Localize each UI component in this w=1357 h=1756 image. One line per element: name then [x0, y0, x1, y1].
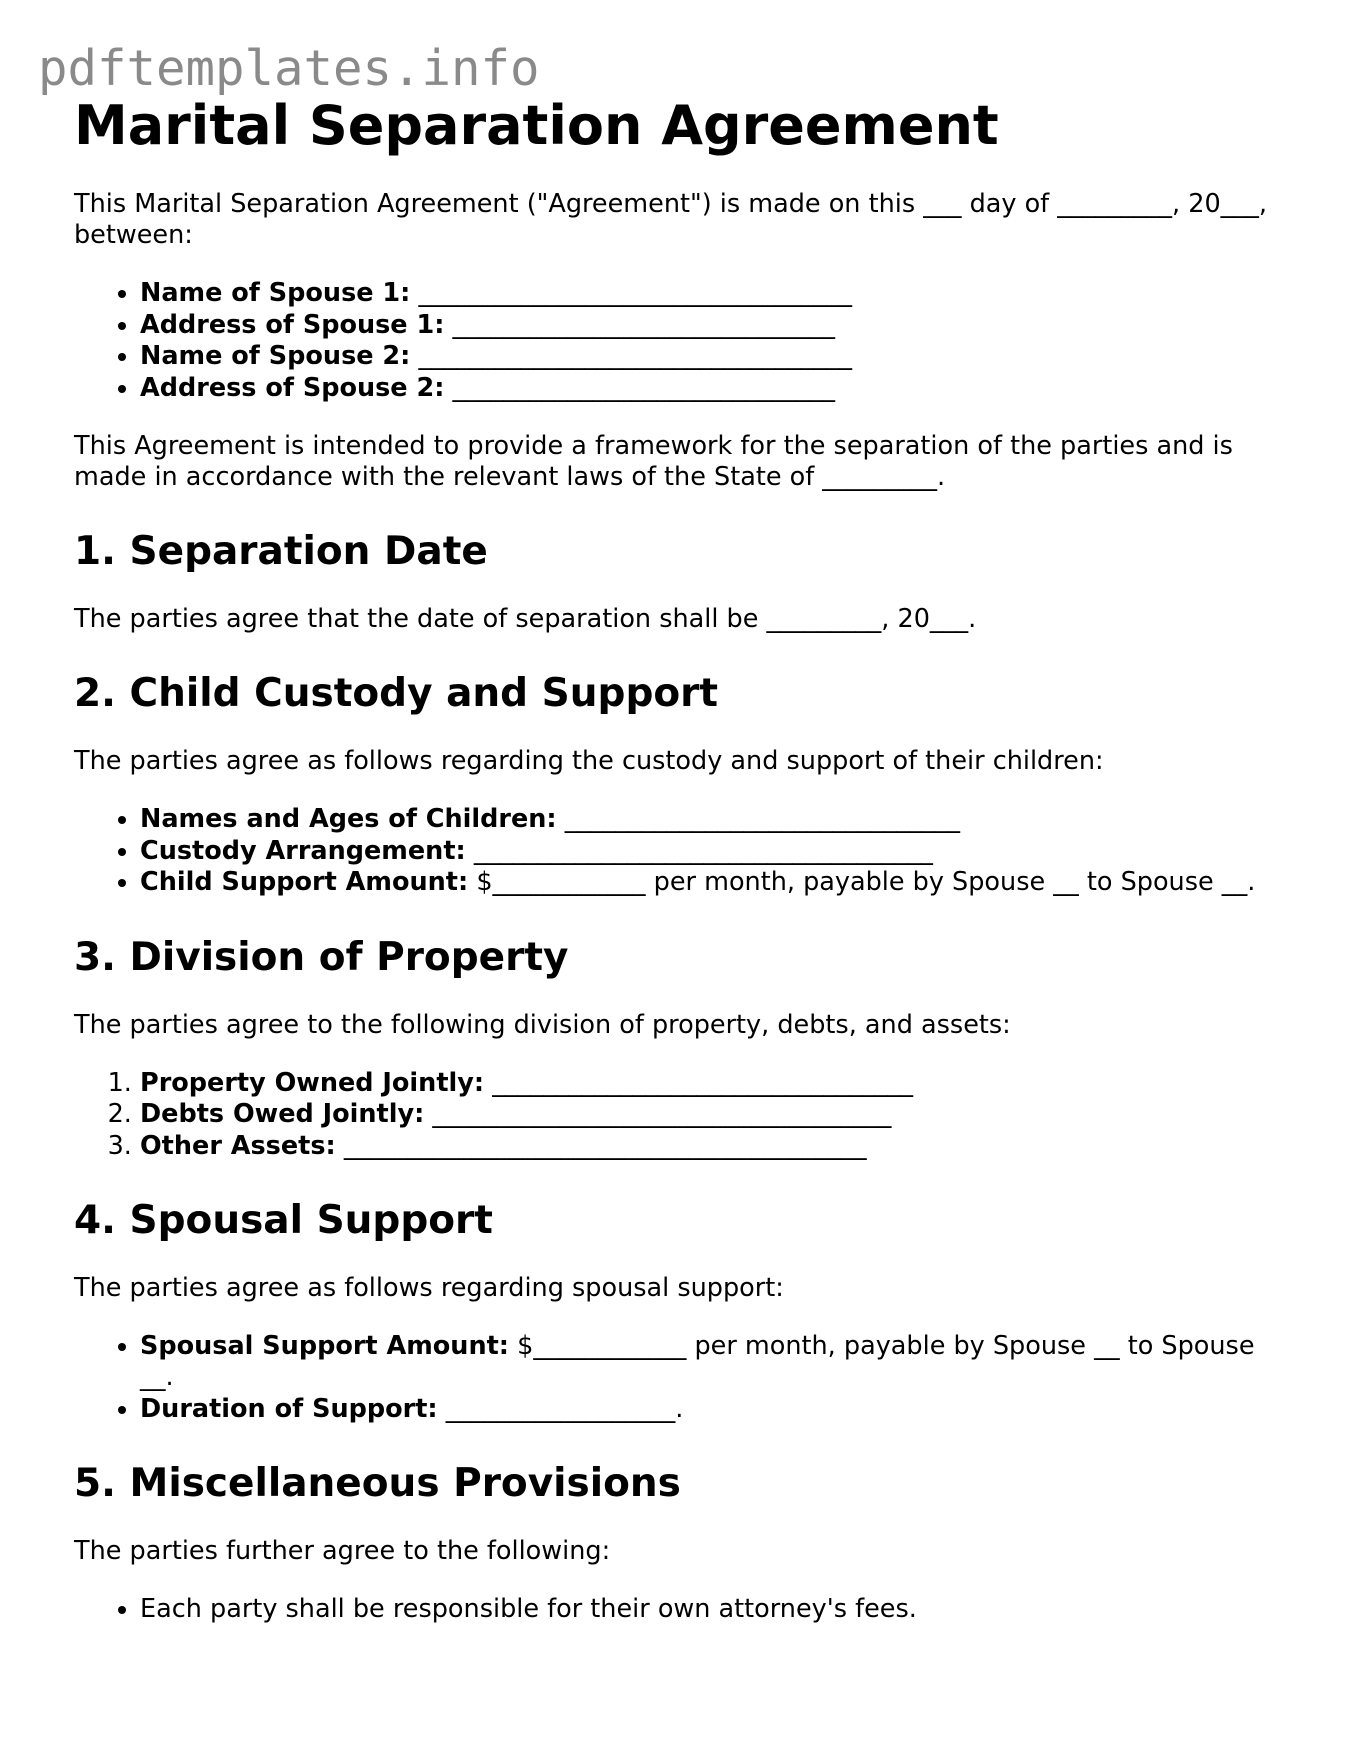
list-item [140, 1331, 1294, 1394]
blank-field: ____________________________________ [432, 1099, 892, 1130]
section-text: The parties further agree to the following: [74, 1536, 611, 1567]
list-item [140, 1099, 1294, 1131]
blank-field: $____________ per month, payable by Spouse __ to Spouse __. [140, 1330, 1255, 1393]
document-body [74, 96, 1294, 1653]
list-item [140, 373, 1294, 405]
list-item [140, 1068, 1294, 1100]
blank-field: _________________________________________ [343, 1130, 867, 1161]
section-heading: 4. Spousal Support [74, 1198, 493, 1244]
blank-field: _________________________________ [492, 1067, 913, 1098]
list-item [140, 804, 1294, 836]
document-title: Marital Separation Agreement [74, 94, 999, 157]
list-item [140, 1131, 1294, 1163]
list-item [140, 836, 1294, 868]
section-heading: 3. Division of Property [74, 934, 569, 980]
field-label: Debts Owed Jointly: [140, 1099, 425, 1130]
field-label: Property Owned Jointly: [140, 1067, 485, 1098]
framework-paragraph: This Agreement is intended to provide a framework for the separation of the parties and is made in accordance with the relevant laws of the State of _________. [74, 431, 1233, 493]
section-text: The parties agree as follows regarding the custody and support of their children: [74, 746, 1104, 777]
section-text: The parties agree that the date of separation shall be _________, 20___. [74, 604, 977, 635]
property-list [74, 1068, 1294, 1163]
list-item [140, 867, 1294, 899]
parties-list [74, 278, 1294, 404]
section-heading: 2. Child Custody and Support [74, 671, 719, 717]
intro-paragraph: This Marital Separation Agreement ("Agreement") is made on this ___ day of _________, 20___, between: [74, 189, 1268, 251]
field-label: Address of Spouse 1: [140, 309, 445, 340]
list-item [140, 341, 1294, 373]
field-label: Names and Ages of Children: [140, 804, 557, 835]
field-label: Child Support Amount: [140, 867, 469, 898]
field-label: Other Assets: [140, 1130, 336, 1161]
blank-field: ____________________________________ [473, 835, 933, 866]
field-label: Spousal Support Amount: [140, 1330, 510, 1361]
field-label: Name of Spouse 1: [140, 278, 411, 309]
child-custody-list [74, 804, 1294, 899]
list-item [140, 278, 1294, 310]
section-text: The parties agree to the following division of property, debts, and assets: [74, 1009, 1011, 1040]
blank-field: __________________. [445, 1393, 684, 1424]
blank-field: __________________________________ [418, 278, 852, 309]
watermark: pdftemplates.info [38, 40, 540, 97]
misc-provisions-list [74, 1594, 1294, 1626]
field-label: Duration of Support: [140, 1393, 438, 1424]
blank-field: $____________ per month, payable by Spouse __ to Spouse __. [476, 867, 1256, 898]
list-item [140, 310, 1294, 342]
field-label: Address of Spouse 2: [140, 372, 445, 403]
list-item: • Each party shall be responsible for their own attorney's fees. [140, 1594, 1294, 1626]
blank-field: _______________________________ [564, 804, 960, 835]
blank-field: ______________________________ [452, 372, 836, 403]
blank-field: __________________________________ [418, 341, 852, 372]
section-heading: 1. Separation Date [74, 529, 488, 575]
list-item [140, 1394, 1294, 1426]
section-text: The parties agree as follows regarding spousal support: [74, 1272, 784, 1303]
field-label: Custody Arrangement: [140, 835, 466, 866]
spousal-support-list [74, 1331, 1294, 1426]
blank-field: ______________________________ [452, 309, 836, 340]
field-label: Name of Spouse 2: [140, 341, 411, 372]
section-heading: 5. Miscellaneous Provisions [74, 1461, 681, 1507]
